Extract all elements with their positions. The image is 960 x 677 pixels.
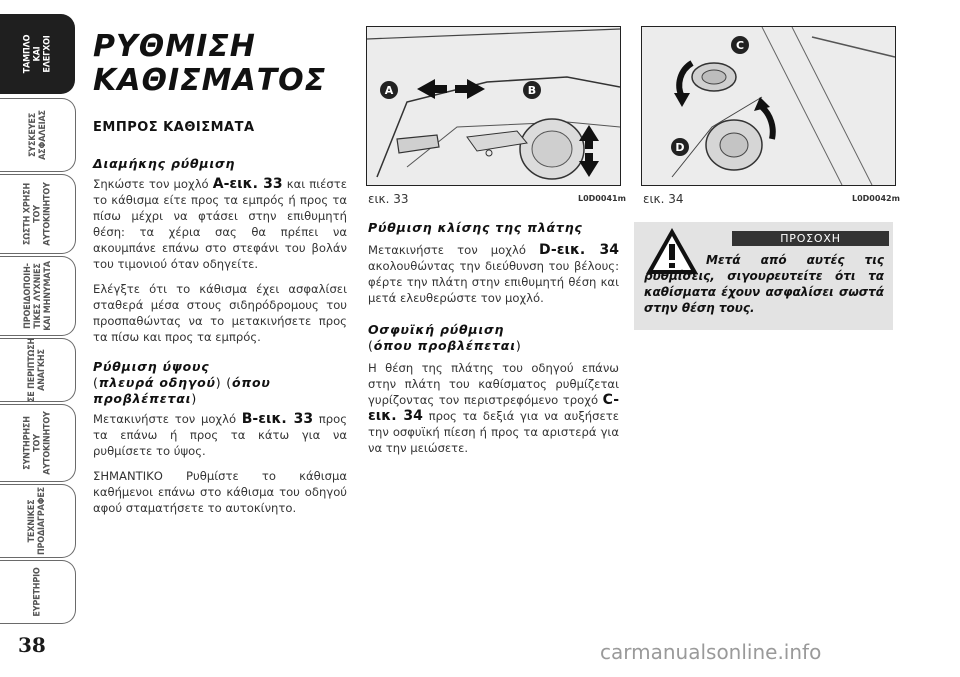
paragraph-lumbar: Η θέση της πλάτης του οδηγού επάνω στην πλάτη του καθίσματος ρυθμίζεται γυρίζοντας τον περιστρεφόμενο τροχό C-εικ. 34 προς τα δεξιά για να αυξήσετε την οσφυϊκή πίεση ή προς τα αριστερά για να την μειώσετε. <box>368 361 619 455</box>
figure-34-caption: εικ. 34 <box>643 192 684 206</box>
paragraph-height: Μετακινήστε τον μοχλό B-εικ. 33 προς τα επάνω ή προς τα κάτω για να ρυθμίσετε το ύψος. <box>93 411 347 458</box>
tab-label: ΠΡΟΕΙΔΟΠΟΙΗ- ΤΙΚΕΣ ΛΥΧΝΙΕΣ ΚΑΙ ΜΗΝΥΜΑΤΑ <box>22 261 53 331</box>
tab-label: ΣΥΝΤΗΡΗΣΗ ΤΟΥ ΑΥΤΟΚΙΝΗΤΟΥ <box>22 411 53 475</box>
heading-longitudinal: Διαμήκης ρύθμιση <box>93 156 236 171</box>
tab-warning-lights[interactable] <box>0 256 76 336</box>
seat-recline-illustration <box>642 27 895 185</box>
paragraph-important: ΣΗΜΑΝΤΙΚΟ Ρυθμίστε το κάθισμα καθήμενοι επάνω στο κάθισμα του οδηγού αφού σταματήσετε το αυτοκίνητο. <box>93 469 347 515</box>
figure-ref[interactable]: D-εικ. 34 <box>539 242 620 258</box>
paragraph-backrest: Μετακινήστε τον μοχλό D-εικ. 34 ακολουθώντας την διεύθυνση του βέλους: φέρτε την πλάτη στην επιθυμητή θέση και μετά ελευθερώστε τον μοχλό. <box>368 242 620 305</box>
tab-label: ΕΥΡΕΤΗΡΙΟ <box>32 567 43 617</box>
warning-text: Μετά από αυτές τις ρυθμίσεις, σιγουρευτείτε ότι τα καθίσματα έχουν ασφαλίσει σωστά στην θέση τους. <box>644 253 884 315</box>
warning-box <box>634 222 893 330</box>
tab-index[interactable] <box>0 560 76 624</box>
page-title <box>93 30 347 98</box>
heading-lumbar: Οσφυϊκή ρύθμιση (όπου προβλέπεται) <box>368 322 522 353</box>
paragraph-check-lock: Ελέγξτε ότι το κάθισμα έχει ασφαλίσει σταθερά μέσα στους σιδηρόδρομους του προσπαθώντας να το μετακινήσετε προς τα πίσω και προς τα εμπρός. <box>93 282 347 344</box>
title-line-1: ΡΥΘΜΙΣΗ <box>93 29 256 64</box>
figure-33 <box>366 26 621 186</box>
label-a: A <box>384 84 394 97</box>
column-middle <box>368 220 619 465</box>
figure-ref[interactable]: C-εικ. 34 <box>368 392 619 424</box>
tab-label: ΣΥΣΚΕΥΕΣ ΑΣΦΑΛΕΙΑΣ <box>27 110 48 160</box>
figure-33-caption: εικ. 33 <box>368 192 409 206</box>
figure-ref[interactable]: B-εικ. 33 <box>241 411 314 427</box>
tab-dashboard-controls[interactable] <box>0 14 75 94</box>
tab-label: ΤΑΜΠΛΟ ΚΑΙ ΕΛΕΓΧΟΙ <box>22 34 53 74</box>
tab-label: ΤΕΧΝΙΚΕΣ ΠΡΟΔΙΑΓΡΑΦΕΣ <box>27 486 48 556</box>
label-b: B <box>527 84 537 97</box>
title-line-2: ΚΑΘΙΣΜΑΤΟΣ <box>93 63 327 98</box>
label-c: C <box>735 39 745 52</box>
tab-safety-devices[interactable] <box>0 98 76 172</box>
watermark: carmanualsonline.info <box>600 640 822 664</box>
figure-34 <box>641 26 896 186</box>
tab-maintenance[interactable] <box>0 404 76 482</box>
tab-emergency[interactable] <box>0 338 76 402</box>
figure-33-code: L0D0041m <box>578 194 626 203</box>
column-left <box>93 30 347 525</box>
figure-ref[interactable]: A-εικ. 33 <box>212 176 283 192</box>
tab-technical-specs[interactable] <box>0 484 76 558</box>
paragraph-longitudinal: Σηκώστε τον μοχλό A-εικ. 33 και πιέστε το κάθισμα είτε προς τα εμπρός ή προς τα πίσω μέχρι να φτάσει στην επιθυμητή θέση: τα χέρια σας θα πρέπει να ακουμπάνε επάνω στο στεφάνι του βολάν του τιμονιού όταν οδηγείτε. <box>93 176 347 271</box>
label-d: D <box>675 141 685 154</box>
section-heading: ΕΜΠΡΟΣ ΚΑΘΙΣΜΑΤΑ <box>93 120 255 135</box>
heading-backrest: Ρύθμιση κλίσης της πλάτης <box>368 220 583 235</box>
tab-label: ΣΕ ΠΕΡΙΠΤΩΣΗ ΑΝΑΓΚΗΣ <box>27 337 48 403</box>
figure-34-code: L0D0042m <box>852 194 900 203</box>
page-number: 38 <box>18 633 46 657</box>
heading-height: Ρύθμιση ύψους (πλευρά οδηγού) (όπου προβλέπεται) <box>93 359 271 406</box>
seat-adjust-illustration <box>367 27 620 185</box>
tab-label: ΣΩΣΤΗ ΧΡΗΣΗ ΤΟΥ ΑΥΤΟΚΙΝΗΤΟΥ <box>22 182 53 246</box>
warning-heading: ΠΡΟΣΟΧΗ <box>732 231 889 246</box>
tab-correct-use[interactable] <box>0 174 76 254</box>
